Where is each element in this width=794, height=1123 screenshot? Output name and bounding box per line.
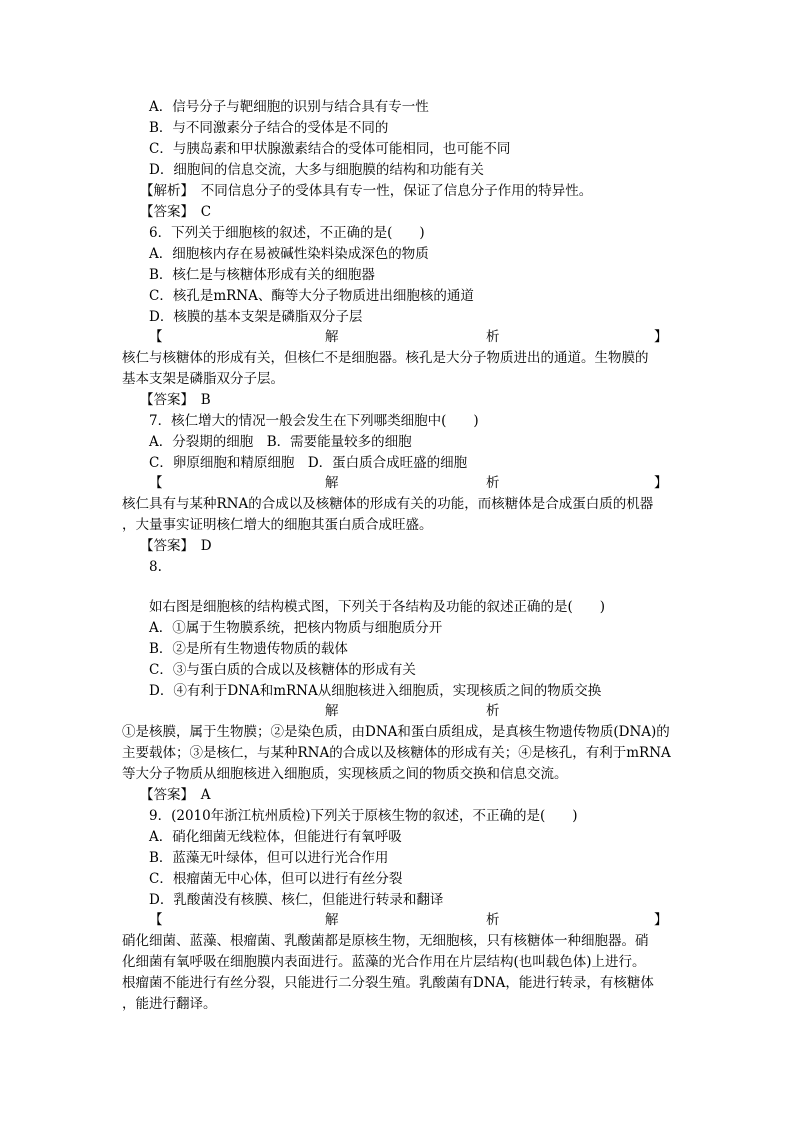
analysis-q9-line1: 硝化细菌、蓝藻、根瘤菌、乳酸菌都是原核生物，无细胞核，只有核糖体一种细胞器。硝	[122, 933, 649, 949]
bracket-left: 【	[149, 329, 163, 345]
question-8-number: 8.	[149, 559, 162, 575]
analysis-q9-line4: ，能进行翻译。	[122, 996, 217, 1012]
option-a-q5: A．信号分子与靶细胞的识别与结合具有专一性	[149, 99, 429, 115]
option-a-q8: A．①属于生物膜系统，把核内物质与细胞质分开	[149, 620, 443, 636]
label-char-2: 析	[486, 703, 500, 719]
analysis-q9-line3: 根瘤菌不能进行有丝分裂，只能进行二分裂生殖。乳酸菌有DNA，能进行转录，有核糖体	[122, 975, 654, 991]
analysis-q6-line2: 基本支架是磷脂双分子层。	[122, 371, 284, 387]
option-a-q9: A．硝化细菌无线粒体，但能进行有氧呼吸	[149, 829, 402, 845]
analysis-q5: 【解析】 不同信息分子的受体具有专一性，保证了信息分子作用的特异性。	[140, 183, 593, 199]
option-a-q6: A．细胞核内存在易被碱性染料染成深色的物质	[149, 246, 429, 262]
label-char-2: 析	[486, 475, 500, 491]
analysis-q8-line1: ①是核膜，属于生物膜；②是染色质，由DNA和蛋白质组成，是真核生物遗传物质(DNA)的	[122, 724, 670, 740]
analysis-q8-line2: 主要载体；③是核仁，与某种RNA的合成以及核糖体的形成有关；④是核孔，有利于mRNA	[122, 745, 671, 761]
options-cd-q7: C．卵原细胞和精原细胞 D．蛋白质合成旺盛的细胞	[149, 455, 468, 471]
question-8: 如右图是细胞核的结构模式图，下列关于各结构及功能的叙述正确的是( )	[149, 599, 606, 615]
question-7: 7．核仁增大的情况一般会发生在下列哪类细胞中( )	[149, 413, 479, 429]
label-char-2: 析	[486, 912, 500, 928]
option-b-q6: B．核仁是与核糖体形成有关的细胞器	[149, 267, 375, 283]
label-char-1: 解	[325, 329, 339, 345]
bracket-right: 】	[654, 912, 668, 928]
question-9: 9．(2010年浙江杭州质检)下列关于原核生物的叙述，不正确的是( )	[149, 808, 578, 824]
option-d-q8: D．④有利于DNA和mRNA从细胞核进入细胞质，实现核质之间的物质交换	[149, 683, 602, 699]
options-ab-q7: A．分裂期的细胞 B．需要能量较多的细胞	[149, 434, 412, 450]
analysis-label-q6	[0, 327, 794, 348]
answer-q8: 【答案】 A	[140, 787, 211, 803]
bracket-right: 】	[654, 475, 668, 491]
bracket-right: 】	[654, 329, 668, 345]
analysis-q9-line2: 化细菌有氧呼吸在细胞膜内表面进行。蓝藻的光合作用在片层结构(也叫载色体)上进行。	[122, 954, 646, 970]
analysis-label-q7	[0, 473, 794, 494]
label-char-1: 解	[325, 912, 339, 928]
option-c-q5: C．与胰岛素和甲状腺激素结合的受体可能相同，也可能不同	[149, 141, 511, 157]
option-c-q6: C．核孔是mRNA、酶等大分子物质进出细胞核的通道	[149, 288, 474, 304]
answer-q7: 【答案】 D	[140, 538, 212, 554]
analysis-label-q8	[0, 701, 794, 722]
analysis-q8-line3: 等大分子物质从细胞核进入细胞质，实现核质之间的物质交换和信息交流。	[122, 766, 568, 782]
option-b-q8: B．②是所有生物遗传物质的载体	[149, 641, 348, 657]
question-6: 6．下列关于细胞核的叙述，不正确的是( )	[149, 225, 425, 241]
answer-q5: 【答案】 C	[140, 204, 212, 220]
option-c-q9: C．根瘤菌无中心体，但可以进行有丝分裂	[149, 871, 403, 887]
label-char-1: 解	[325, 703, 339, 719]
analysis-q7-line1: 核仁具有与某种RNA的合成以及核糖体的形成有关的功能，而核糖体是合成蛋白质的机器	[122, 496, 654, 512]
option-d-q6: D．核膜的基本支架是磷脂双分子层	[149, 309, 363, 325]
option-b-q5: B．与不同激素分子结合的受体是不同的	[149, 120, 389, 136]
label-char-1: 解	[325, 475, 339, 491]
analysis-q7-line2: ，大量事实证明核仁增大的细胞其蛋白质合成旺盛。	[122, 517, 433, 533]
analysis-label-q9	[0, 910, 794, 931]
analysis-q6-line1: 核仁与核糖体的形成有关，但核仁不是细胞器。核孔是大分子物质进出的通道。生物膜的	[122, 350, 649, 366]
bracket-left: 【	[149, 475, 163, 491]
option-b-q9: B．蓝藻无叶绿体，但可以进行光合作用	[149, 850, 389, 866]
bracket-left: 【	[149, 912, 163, 928]
option-d-q5: D．细胞间的信息交流，大多与细胞膜的结构和功能有关	[149, 162, 484, 178]
option-c-q8: C．③与蛋白质的合成以及核糖体的形成有关	[149, 662, 416, 678]
answer-q6: 【答案】 B	[140, 392, 211, 408]
option-d-q9: D．乳酸菌没有核膜、核仁，但能进行转录和翻译	[149, 892, 444, 908]
label-char-2: 析	[486, 329, 500, 345]
